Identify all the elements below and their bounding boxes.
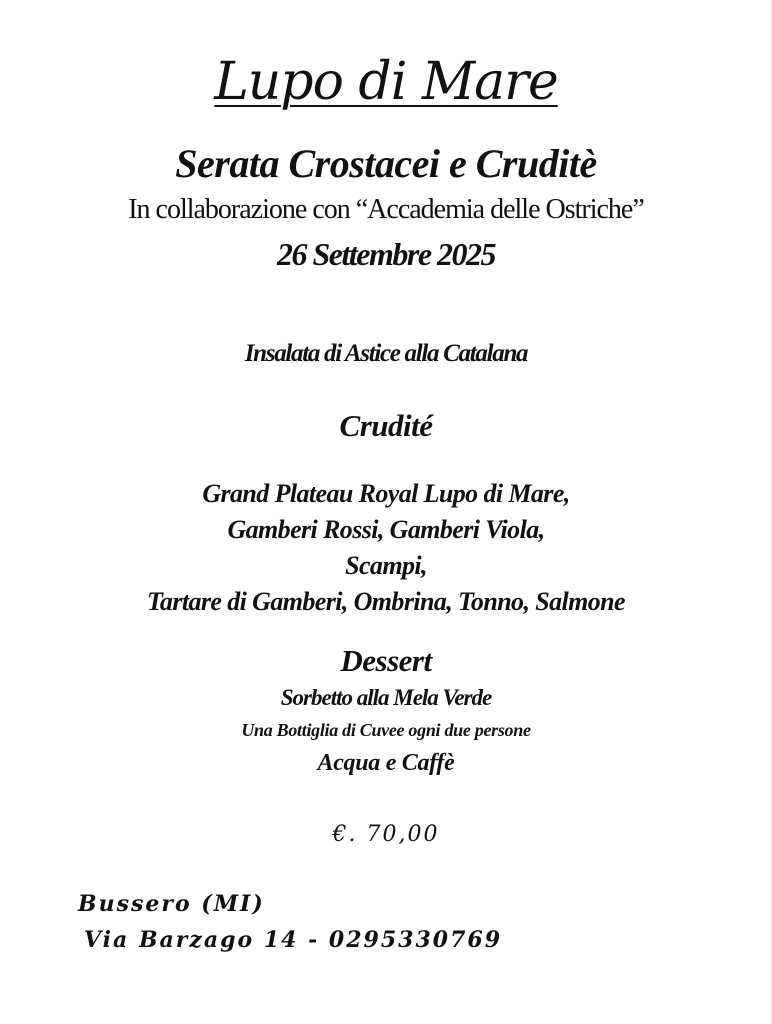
address-street-phone: Via Barzago 14 - 0295330769 bbox=[84, 927, 502, 953]
crudite-item: Grand Plateau Royal Lupo di Mare, bbox=[202, 479, 570, 508]
starter-dish: Insalata di Astice alla Catalana bbox=[244, 340, 528, 367]
event-title: Serata Crostacei e Cruditè bbox=[175, 141, 597, 186]
crudite-item: Gamberi Rossi, Gamberi Viola, bbox=[227, 515, 545, 544]
address-city: Bussero (MI) bbox=[78, 891, 265, 917]
address-block bbox=[78, 886, 502, 958]
restaurant-name: Lupo di Mare bbox=[214, 52, 558, 112]
crudite-list bbox=[0, 476, 772, 620]
dessert-item: Sorbetto alla Mela Verde bbox=[280, 685, 492, 710]
crudite-item: Tartare di Gamberi, Ombrina, Tonno, Salmone bbox=[147, 587, 625, 616]
event-date: 26 Settembre 2025 bbox=[276, 236, 496, 272]
price: €. 70,00 bbox=[332, 822, 440, 847]
collaboration-line: In collaborazione con “Accademia delle Ostriche” bbox=[128, 194, 644, 225]
crudite-item: Scampi, bbox=[345, 551, 427, 580]
drinks-note: Acqua e Caffè bbox=[317, 750, 455, 776]
crudite-heading: Crudité bbox=[339, 408, 433, 443]
wine-note: Una Bottiglia di Cuvee ogni due persone bbox=[241, 720, 531, 740]
dessert-heading: Dessert bbox=[340, 643, 432, 678]
